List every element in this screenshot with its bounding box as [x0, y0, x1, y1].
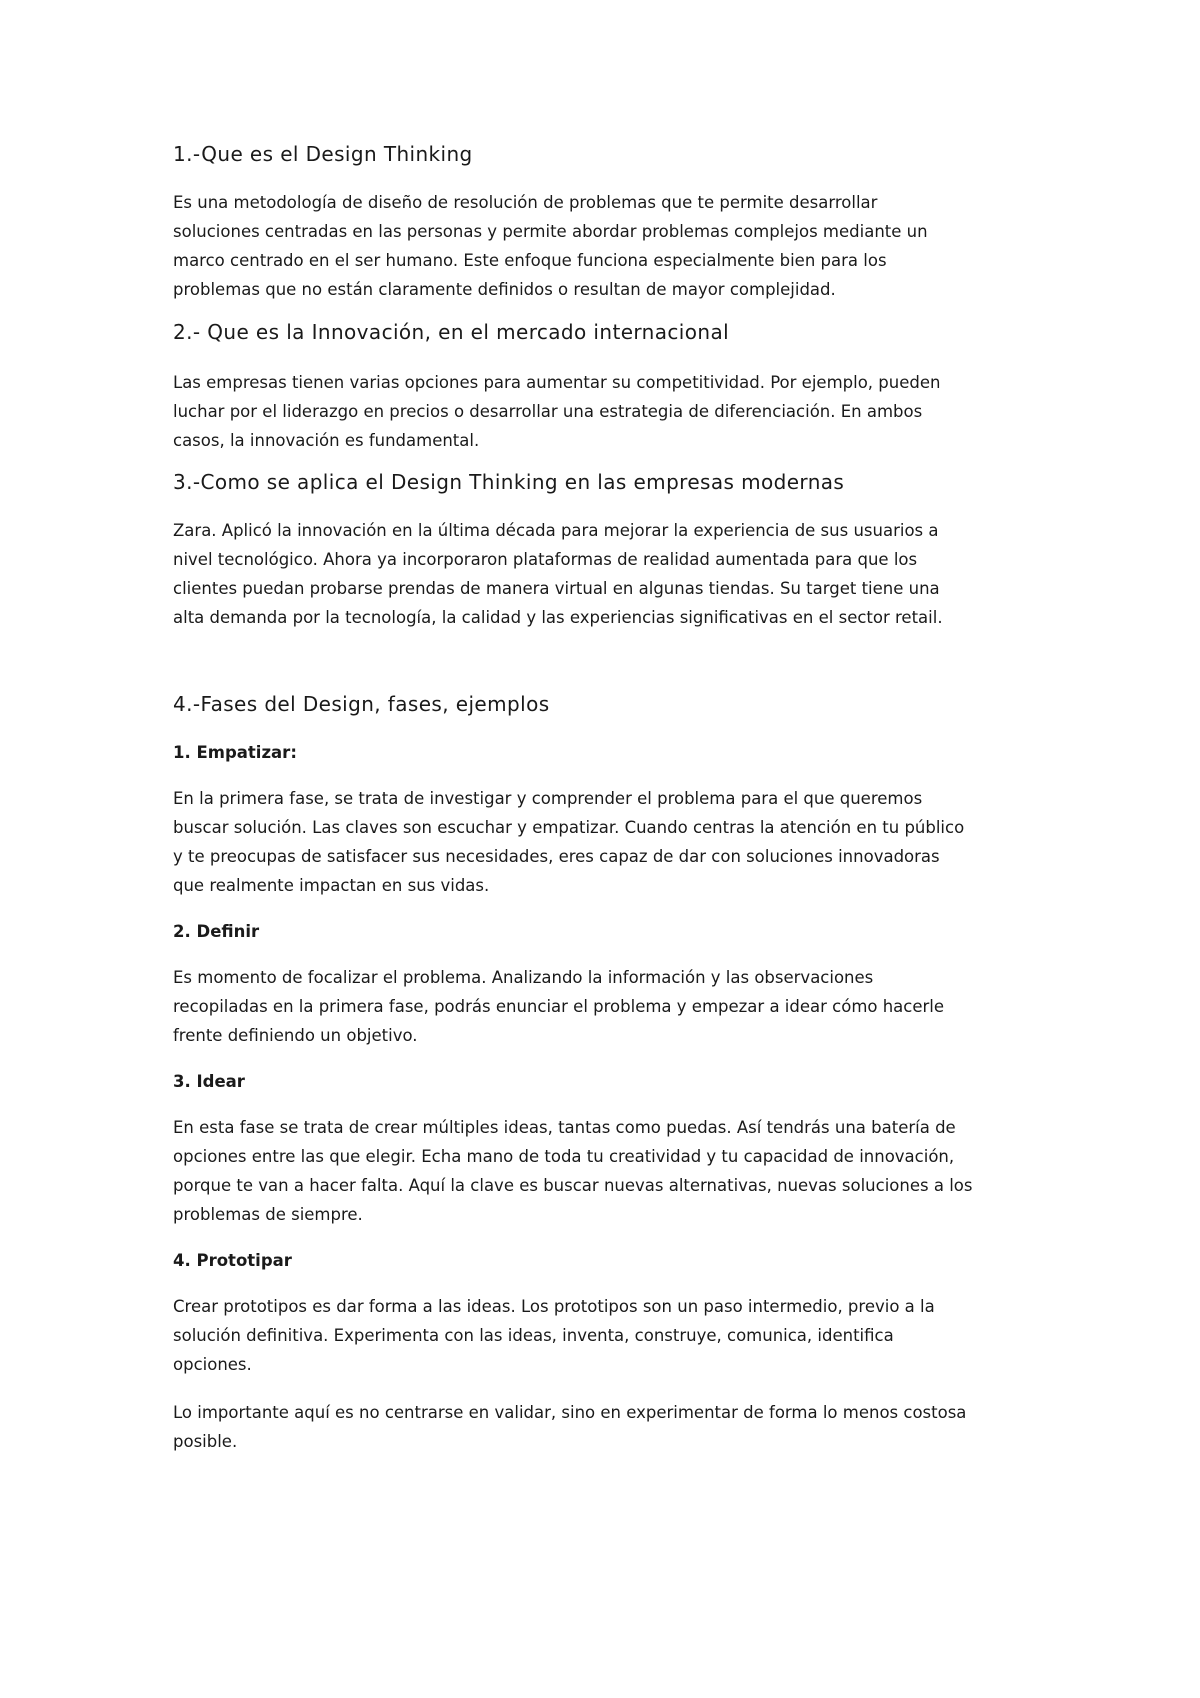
paragraph-innovacion	[173, 368, 1053, 455]
subheading-definir: 2. Definir	[173, 922, 260, 941]
text-line: solución definitiva. Experimenta con las ideas, inventa, construye, comunica, identifica	[173, 1326, 894, 1345]
paragraph-definir	[173, 963, 1053, 1050]
text-line: recopiladas en la primera fase, podrás enunciar el problema y empezar a idear cómo hacerle	[173, 997, 945, 1016]
text-line: problemas que no están claramente definidos o resultan de mayor complejidad.	[173, 280, 836, 299]
text-line: y te preocupas de satisfacer sus necesidades, eres capaz de dar con soluciones innovadoras	[173, 847, 940, 866]
text-line: Las empresas tienen varias opciones para aumentar su competitividad. Por ejemplo, pueden	[173, 373, 941, 392]
paragraph-idear	[173, 1113, 1053, 1229]
subheading-idear: 3. Idear	[173, 1072, 245, 1091]
paragraph-aplicacion	[173, 516, 1053, 632]
paragraph-prototipar-note	[173, 1398, 1053, 1456]
subheading-empatizar: 1. Empatizar:	[173, 743, 297, 762]
text-line: posible.	[173, 1432, 238, 1451]
text-line: opciones.	[173, 1355, 252, 1374]
text-line: clientes puedan probarse prendas de manera virtual en algunas tiendas. Su target tiene una	[173, 579, 940, 598]
paragraph-empatizar	[173, 784, 1053, 900]
text-line: casos, la innovación es fundamental.	[173, 431, 480, 450]
heading-innovacion: 2.- Que es la Innovación, en el mercado internacional	[173, 320, 730, 344]
heading-design-thinking: 1.-Que es el Design Thinking	[173, 142, 473, 166]
paragraph-prototipar	[173, 1292, 1053, 1379]
paragraph-design-thinking	[173, 188, 1053, 304]
text-line: que realmente impactan en sus vidas.	[173, 876, 490, 895]
text-line: buscar solución. Las claves son escuchar y empatizar. Cuando centras la atención en tu público	[173, 818, 965, 837]
text-line: Lo importante aquí es no centrarse en validar, sino en experimentar de forma lo menos costosa	[173, 1403, 967, 1422]
text-line: Es una metodología de diseño de resolución de problemas que te permite desarrollar	[173, 193, 878, 212]
text-line: problemas de siempre.	[173, 1205, 363, 1224]
text-line: Es momento de focalizar el problema. Analizando la información y las observaciones	[173, 968, 874, 987]
text-line: En esta fase se trata de crear múltiples ideas, tantas como puedas. Así tendrás una batería de	[173, 1118, 956, 1137]
text-line: luchar por el liderazgo en precios o desarrollar una estrategia de diferenciación. En ambos	[173, 402, 923, 421]
heading-fases: 4.-Fases del Design, fases, ejemplos	[173, 692, 550, 716]
text-line: alta demanda por la tecnología, la calidad y las experiencias significativas en el sector retail.	[173, 608, 943, 627]
subheading-prototipar: 4. Prototipar	[173, 1251, 292, 1270]
text-line: soluciones centradas en las personas y permite abordar problemas complejos mediante un	[173, 222, 928, 241]
heading-aplicacion: 3.-Como se aplica el Design Thinking en las empresas modernas	[173, 470, 845, 494]
text-line: frente definiendo un objetivo.	[173, 1026, 418, 1045]
text-line: porque te van a hacer falta. Aquí la clave es buscar nuevas alternativas, nuevas soluciones a los	[173, 1176, 973, 1195]
text-line: En la primera fase, se trata de investigar y comprender el problema para el que queremos	[173, 789, 923, 808]
text-line: opciones entre las que elegir. Echa mano de toda tu creatividad y tu capacidad de innovación,	[173, 1147, 955, 1166]
text-line: Crear prototipos es dar forma a las ideas. Los prototipos son un paso intermedio, previo a la	[173, 1297, 935, 1316]
text-line: marco centrado en el ser humano. Este enfoque funciona especialmente bien para los	[173, 251, 887, 270]
text-line: nivel tecnológico. Ahora ya incorporaron plataformas de realidad aumentada para que los	[173, 550, 918, 569]
text-line: Zara. Aplicó la innovación en la última década para mejorar la experiencia de sus usuarios a	[173, 521, 939, 540]
